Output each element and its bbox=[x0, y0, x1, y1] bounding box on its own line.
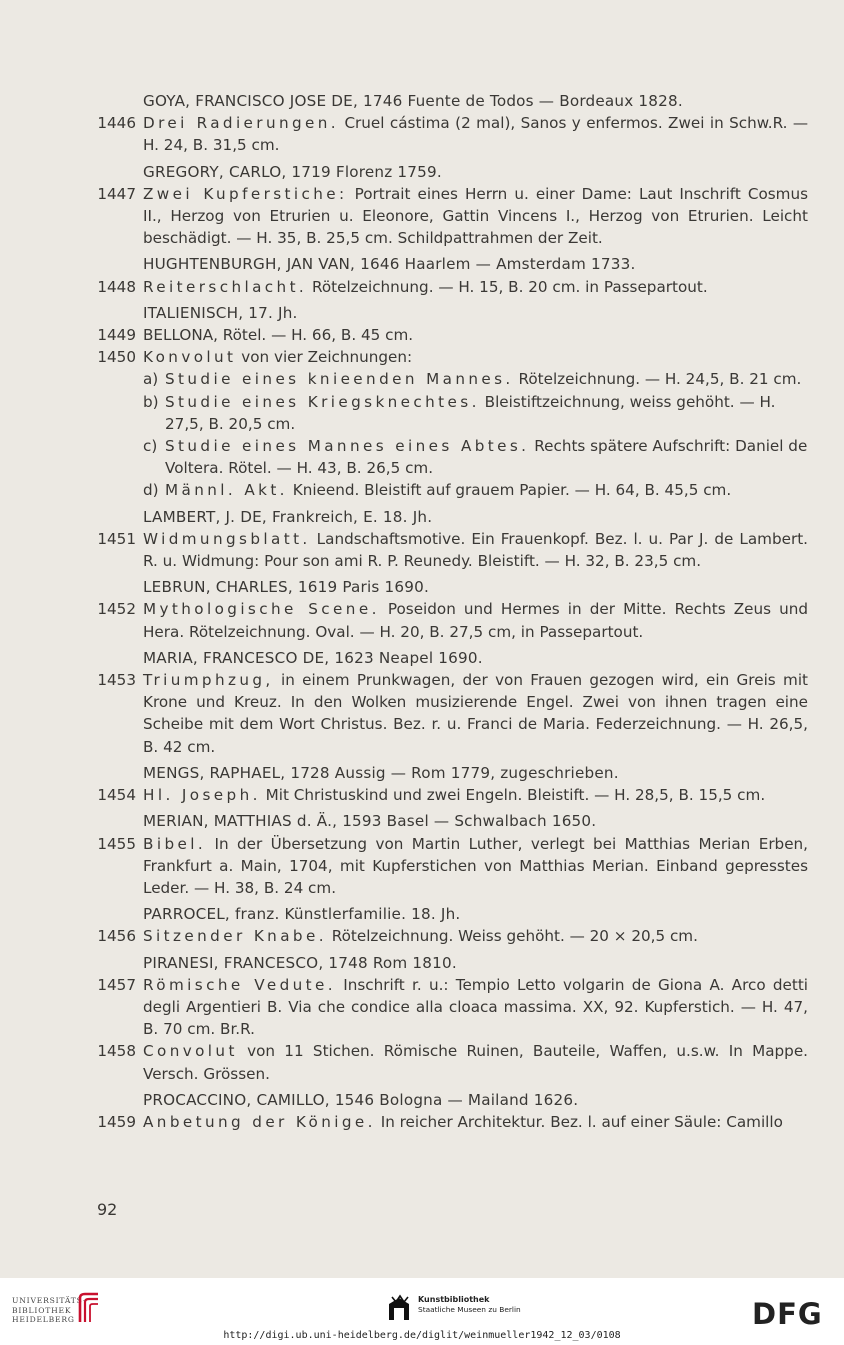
artist-heading: LEBRUN, CHARLES, 1619 Paris 1690. bbox=[143, 578, 430, 597]
permalink-url[interactable]: http://digi.ub.uni-heidelberg.de/diglit/weinmueller1942_12_03/0108 bbox=[223, 1330, 621, 1341]
entry-description: Cruel cástima (2 mal), Sanos y enfermos. Zwei in Schw.R. — H. 24, B. 31,5 cm. bbox=[143, 114, 809, 155]
artist-heading: MENGS, RAPHAEL, 1728 Aussig — Rom 1779, zugeschrieben. bbox=[143, 763, 619, 782]
entry-description: Poseidon und Hermes in der Mitte. Rechts Zeus und Hera. Rötelzeichnung. Oval. — H. 20, B. 27,5 cm, in Passepartout. bbox=[143, 600, 808, 641]
lot-number: 1450 bbox=[97, 348, 136, 367]
artist-heading: GREGORY, CARLO, 1719 Florenz 1759. bbox=[143, 162, 442, 181]
catalog-entry bbox=[88, 346, 808, 368]
entry-description: Inschrift r. u.: Tempio Letto volgarin de Giona A. Arco detti degli Argentieri B. Via che condice alla cloaca massima. XX, 92. Kupferstich. — H. 47, B. 70 cm. Br.R. bbox=[143, 975, 808, 1039]
kb-line-1: Kunstbibliothek bbox=[418, 1295, 490, 1304]
uni-line-3: HEIDELBERG bbox=[12, 1315, 75, 1325]
catalog-entry bbox=[88, 1111, 808, 1133]
entry-title: Mythologische Scene. bbox=[143, 600, 380, 619]
artist-heading: PARROCEL, franz. Künstlerfamilie. 18. Jh. bbox=[143, 905, 461, 924]
page-number: 92 bbox=[97, 1200, 118, 1219]
entry-title: Zwei Kupferstiche: bbox=[143, 184, 348, 203]
entry-title: Römische Vedute. bbox=[143, 975, 337, 994]
catalog-entry bbox=[88, 112, 808, 156]
catalog-entry bbox=[88, 324, 808, 346]
lot-number: 1452 bbox=[97, 600, 136, 619]
lot-number: 1448 bbox=[97, 277, 136, 296]
catalog-entry bbox=[88, 183, 808, 250]
sub-entry-body bbox=[139, 479, 808, 501]
lot-number: 1459 bbox=[97, 1112, 136, 1131]
entry-description: Landschaftsmotive. Ein Frauenkopf. Bez. l. u. Par J. de Lambert. R. u. Widmung: Pour son ami R. P. Reunedy. Bleistift. — H. 32, B. 23,5 cm. bbox=[143, 529, 808, 571]
uni-line-2: BIBLIOTHEK bbox=[12, 1305, 72, 1315]
sub-entry-letter: d) bbox=[143, 481, 159, 500]
sub-entry-letter: b) bbox=[143, 392, 159, 411]
sub-entry-title: Studie eines Mannes eines Abtes. bbox=[165, 437, 530, 456]
sub-entry-letter: c) bbox=[143, 437, 158, 456]
lot-number: 1451 bbox=[97, 529, 136, 548]
entry-title: Sitzender Knabe. bbox=[143, 927, 327, 946]
entry-description: In der Übersetzung von Martin Luther, verlegt bei Matthias Merian Erben, Frankfurt a. Main, 1704, mit Kupferstichen von Matthias Merian. Einband gepresstes Leder. — H. 38, B. 24 cm. bbox=[143, 834, 808, 897]
sub-entry-body bbox=[139, 391, 808, 435]
sub-entry-description: Bleistiftzeichnung, weiss gehöht. — H. 27,5, B. 20,5 cm. bbox=[165, 392, 776, 433]
entry-description: von 11 Stichen. Römische Ruinen, Bauteile, Waffen, u.s.w. In Mappe. Versch. Grössen. bbox=[143, 1042, 808, 1083]
lot-number: 1447 bbox=[97, 184, 136, 203]
heidelberg-logo-icon[interactable] bbox=[76, 1292, 102, 1324]
sub-entry bbox=[88, 435, 808, 479]
sub-entry-description: Knieend. Bleistift auf grauem Papier. — H. 64, B. 45,5 cm. bbox=[287, 481, 732, 500]
catalog-entry bbox=[88, 669, 808, 758]
sub-entry-description: Rechts spätere Aufschrift: Daniel de Voltera. Rötel. — H. 43, B. 26,5 cm. bbox=[165, 437, 808, 478]
lot-number: 1458 bbox=[97, 1042, 136, 1061]
entry-title: Bibel. bbox=[143, 834, 207, 853]
entry-description: in einem Prunkwagen, der von Frauen gezogen wird, ein Greis mit Krone und Kreuz. In den Wolken musizierende Engel. Zwei von ihnen tragen eine Scheibe mit dem Wort Christus. Bez. r. u. Franci de Maria. Federzeichnung. — H. 26,5, B. 42 cm. bbox=[143, 671, 808, 756]
kunstbibliothek-logo-icon[interactable] bbox=[386, 1294, 412, 1322]
sub-entry-description: Rötelzeichnung. — H. 24,5, B. 21 cm. bbox=[513, 370, 802, 389]
sub-entry-body bbox=[139, 368, 808, 390]
catalog-entry bbox=[88, 276, 808, 298]
entry-description: Portrait eines Herrn u. einer Dame: Laut Inschrift Cosmus II., Herzog von Etrurien u. Eleonore, Gattin Vincens I., Herzog von Etrurien. Leicht beschädigt. — H. 35, B. 25,5 cm. Schildpattrahmen der Zeit. bbox=[143, 184, 809, 248]
artist-heading: LAMBERT, J. DE, Frankreich, E. 18. Jh. bbox=[143, 507, 433, 526]
sub-entry-title: Studie eines Kriegsknechtes. bbox=[165, 392, 480, 411]
sub-entry-title: Männl. Akt. bbox=[165, 481, 288, 500]
artist-heading: ITALIENISCH, 17. Jh. bbox=[143, 303, 298, 322]
lot-number: 1455 bbox=[97, 834, 136, 853]
entry-description: Mit Christuskind und zwei Engeln. Bleistift. — H. 28,5, B. 15,5 cm. bbox=[260, 786, 766, 805]
entry-title: Drei Radierungen. bbox=[143, 114, 340, 133]
sub-entry bbox=[88, 479, 808, 501]
catalog-entry bbox=[88, 974, 808, 1041]
catalog-entry bbox=[88, 784, 808, 806]
catalog-entry bbox=[88, 925, 808, 947]
entry-title: Konvolut bbox=[143, 348, 237, 367]
artist-heading: HUGHTENBURGH, JAN VAN, 1646 Haarlem — Amsterdam 1733. bbox=[143, 255, 636, 274]
lot-number: 1449 bbox=[97, 326, 136, 345]
lot-number: 1453 bbox=[97, 671, 136, 690]
entry-description: BELLONA, Rötel. — H. 66, B. 45 cm. bbox=[143, 326, 414, 345]
uni-line-1: UNIVERSITÄTS- bbox=[12, 1296, 87, 1305]
entry-description: Rötelzeichnung. — H. 15, B. 20 cm. in Passepartout. bbox=[307, 277, 708, 296]
entry-title: Anbetung der Könige. bbox=[143, 1112, 376, 1131]
entry-description: In reicher Architektur. Bez. l. auf einer Säule: Camillo bbox=[375, 1112, 783, 1131]
entry-title: Reiterschlacht. bbox=[143, 277, 308, 296]
lot-number: 1446 bbox=[97, 114, 136, 133]
entry-title: Triumphzug, bbox=[143, 671, 274, 690]
catalog-text bbox=[88, 86, 808, 1133]
artist-heading: PIRANESI, FRANCESCO, 1748 Rom 1810. bbox=[143, 953, 457, 972]
catalog-entry bbox=[88, 1040, 808, 1084]
artist-heading: MERIAN, MATTHIAS d. Ä., 1593 Basel — Schwalbach 1650. bbox=[143, 812, 597, 831]
artist-heading: PROCACCINO, CAMILLO, 1546 Bologna — Mailand 1626. bbox=[143, 1090, 579, 1109]
kb-line-2: Staatliche Museen zu Berlin bbox=[418, 1305, 521, 1314]
sub-entry bbox=[88, 391, 808, 435]
sub-entry-letter: a) bbox=[143, 370, 159, 389]
lot-number: 1454 bbox=[97, 786, 136, 805]
sub-entry-title: Studie eines knieenden Mannes. bbox=[165, 370, 514, 389]
dfg-logo[interactable]: DFG bbox=[752, 1297, 823, 1331]
entry-description: von vier Zeichnungen: bbox=[236, 348, 413, 367]
lot-number: 1456 bbox=[97, 927, 136, 946]
artist-heading: GOYA, FRANCISCO JOSE DE, 1746 Fuente de Todos — Bordeaux 1828. bbox=[143, 92, 683, 110]
kunstbibliothek-label[interactable] bbox=[418, 1295, 521, 1315]
sub-entry bbox=[88, 368, 808, 390]
lot-number: 1457 bbox=[97, 975, 136, 994]
catalog-entry bbox=[88, 598, 808, 642]
artist-heading: MARIA, FRANCESCO DE, 1623 Neapel 1690. bbox=[143, 648, 483, 667]
entry-title: Widmungsblatt. bbox=[143, 529, 311, 548]
entry-title: Convolut bbox=[143, 1042, 238, 1061]
entry-title: Hl. Joseph. bbox=[143, 786, 261, 805]
catalog-entry bbox=[88, 833, 808, 900]
entry-description: Rötelzeichnung. Weiss gehöht. — 20 × 20,5 cm. bbox=[326, 927, 698, 946]
sub-entry-body bbox=[139, 435, 808, 479]
catalog-entry bbox=[88, 528, 808, 572]
footer-bar bbox=[0, 1278, 844, 1345]
